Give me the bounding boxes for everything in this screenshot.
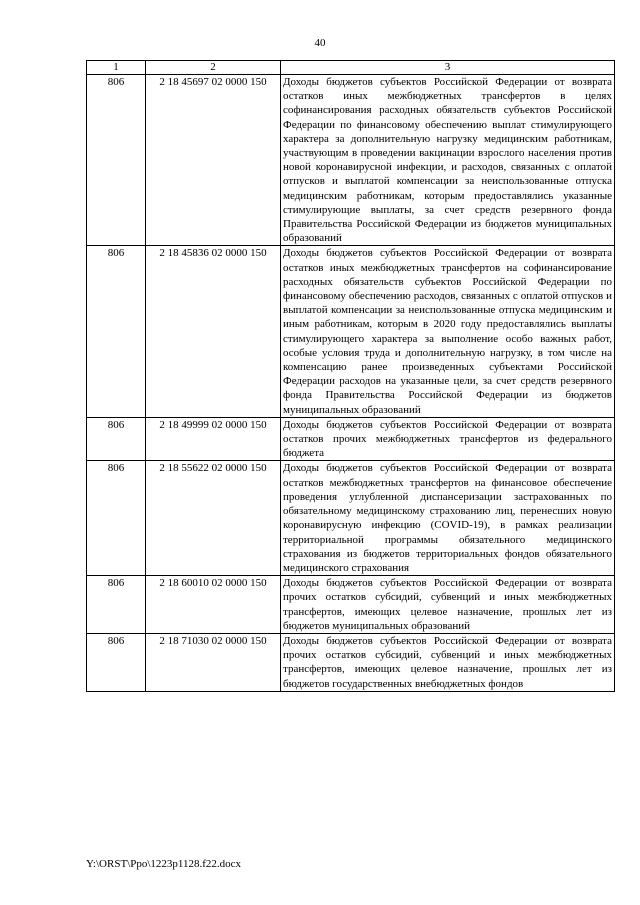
revenue-description: Доходы бюджетов субъектов Российской Федерации от возврата остатков межбюджетных трансфертов на финансовое обеспечение проведения углубленной диспансеризации застрахованных по обязательному медицинскому страхованию лиц, перенесших новую коронавирусную инфекцию (COVID-19), в рамках реализации территориальной программы обязательного медицинского страхования из бюджетов территориальных фондов обязательного медицинского страхования [281, 461, 615, 576]
budget-classification-code: 2 18 45697 02 0000 150 [146, 75, 281, 246]
budget-classification-code: 2 18 71030 02 0000 150 [146, 633, 281, 691]
admin-code: 806 [87, 461, 146, 576]
budget-classification-code: 2 18 49999 02 0000 150 [146, 417, 281, 461]
table-row [87, 417, 615, 461]
table-row [87, 633, 615, 691]
page-number: 40 [314, 37, 326, 49]
budget-classification-code: 2 18 60010 02 0000 150 [146, 576, 281, 634]
admin-code: 806 [87, 633, 146, 691]
revenue-classification-table [86, 60, 615, 692]
budget-classification-code: 2 18 55622 02 0000 150 [146, 461, 281, 576]
revenue-description: Доходы бюджетов субъектов Российской Федерации от возврата остатков иных межбюджетных трансфертов в целях софинансирования расходных обязательств субъектов Российской Федерации по финансовому обеспечению выплат стимулирующего характера за дополнительную нагрузку медицинским работникам, участвующим в проведении вакцинации взрослого населения против новой коронавирусной инфекции, и расходов, связанных с оплатой отпусков и выплатой компенсации за неиспользованные отпуска медицинским работникам, которым предоставлялись указанные стимулирующие выплаты, за счет средств резервного фонда Правительства Российской Федерации из бюджетов муниципальных образований [281, 75, 615, 246]
table-row [87, 75, 615, 246]
table-header-row [87, 61, 615, 75]
header-col-1: 1 [87, 61, 146, 75]
document-file-path: Y:\ORST\Ppo\1223p1128.f22.docx [86, 858, 242, 870]
admin-code: 806 [87, 246, 146, 417]
admin-code: 806 [87, 417, 146, 461]
table-row [87, 246, 615, 417]
header-col-2: 2 [146, 61, 281, 75]
table-row [87, 576, 615, 634]
table-row [87, 461, 615, 576]
revenue-description: Доходы бюджетов субъектов Российской Федерации от возврата прочих остатков субсидий, субвенций и иных межбюджетных трансфертов, имеющих целевое назначение, прошлых лет из бюджетов государственных внебюджетных фондов [281, 633, 615, 691]
budget-classification-code: 2 18 45836 02 0000 150 [146, 246, 281, 417]
header-col-3: 3 [281, 61, 615, 75]
admin-code: 806 [87, 576, 146, 634]
admin-code: 806 [87, 75, 146, 246]
revenue-description: Доходы бюджетов субъектов Российской Федерации от возврата остатков иных межбюджетных трансфертов на софинансирование расходных обязательств субъектов Российской Федерации по финансовому обеспечению расходов, связанных с оплатой отпусков и выплатой компенсации за неиспользованные отпуска медицинским и иным работникам, которым в 2020 году предоставлялись выплаты стимулирующего характера за выполнение особо важных работ, особые условия труда и дополнительную нагрузку, в том числе на компенсацию ранее произведенных субъектами Российской Федерации расходов на указанные цели, за счет средств резервного фонда Правительства Российской Федерации из бюджетов муниципальных образований [281, 246, 615, 417]
revenue-description: Доходы бюджетов субъектов Российской Федерации от возврата остатков прочих межбюджетных трансфертов из федерального бюджета [281, 417, 615, 461]
revenue-description: Доходы бюджетов субъектов Российской Федерации от возврата прочих остатков субсидий, субвенций и иных межбюджетных трансфертов, имеющих целевое назначение, прошлых лет из бюджетов муниципальных образований [281, 576, 615, 634]
